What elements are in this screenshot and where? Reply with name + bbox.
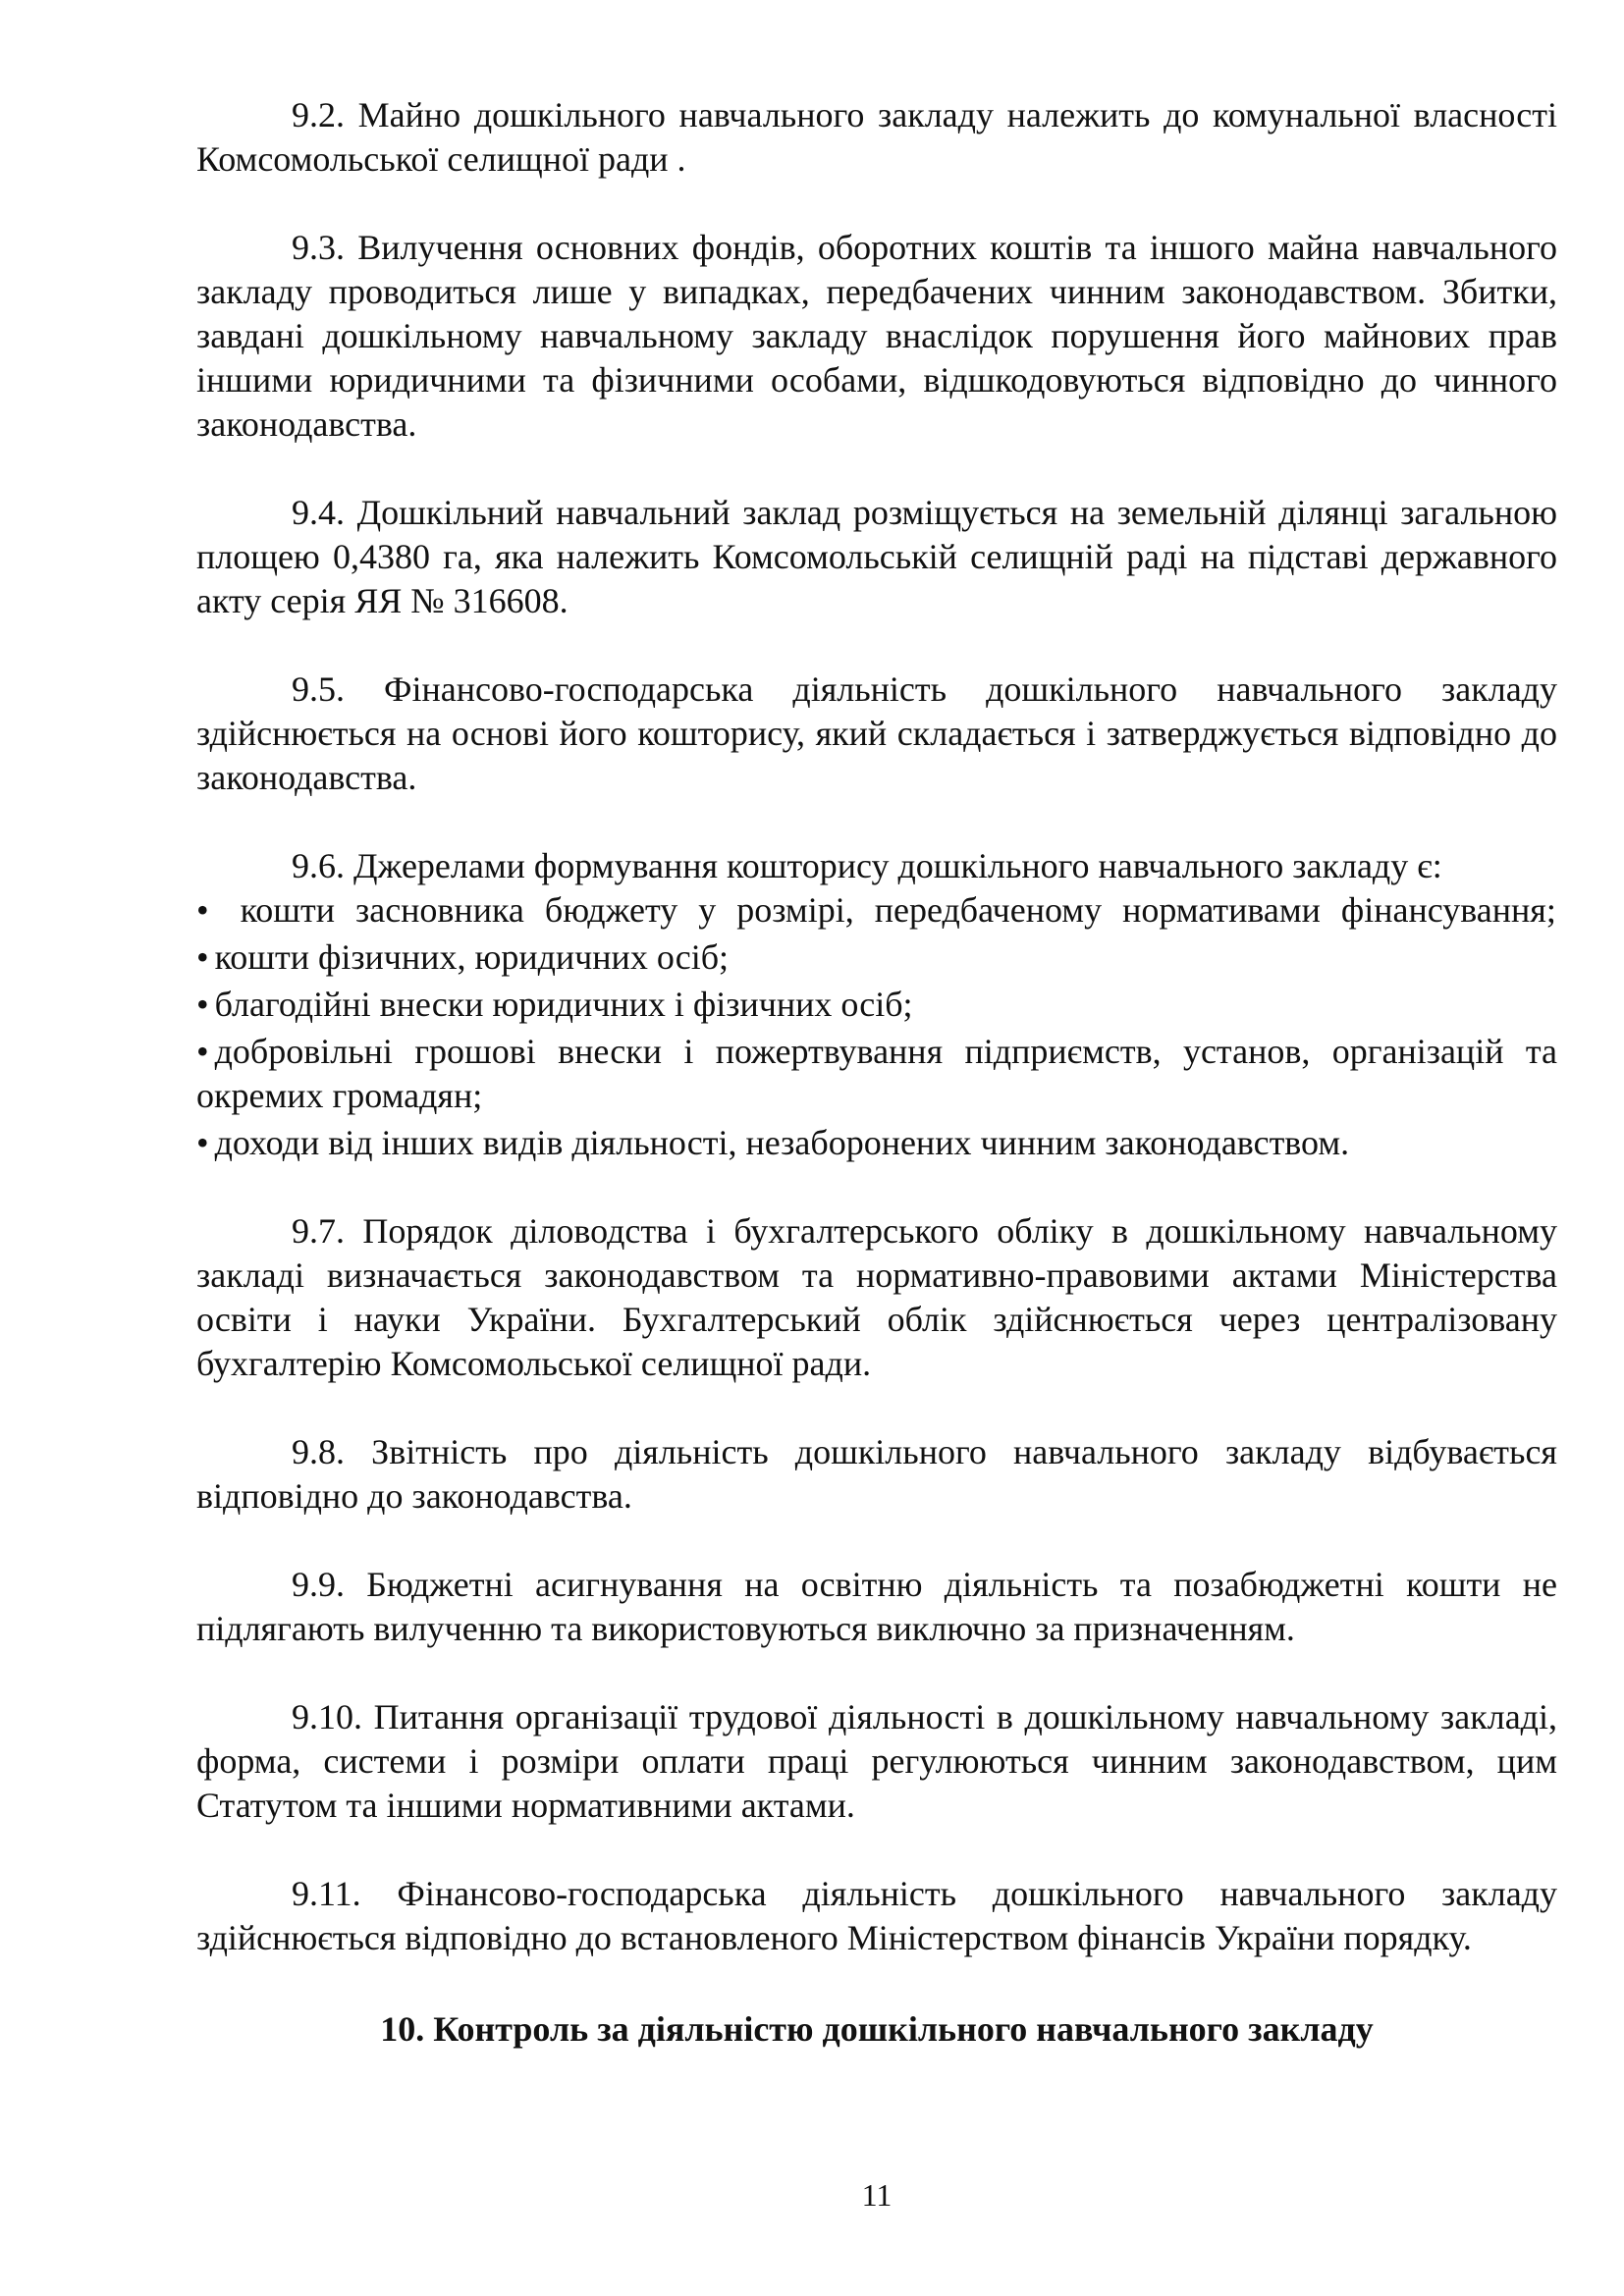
bullet-icon: • <box>196 937 209 977</box>
paragraph-9-5: 9.5. Фінансово-господарська діяльність дошкільного навчального закладу здійснюється на основі його кошторису, який складається і затверджується відповідно до законодавства. <box>196 669 1557 797</box>
list-item <box>196 1121 1557 1165</box>
list-item <box>196 1030 1557 1118</box>
list-item-text: доходи від інших видів діяльності, незаборонених чинним законодавством. <box>214 1123 1350 1162</box>
list-item-text: кошти засновника бюджету у розмірі, передбаченому нормативами фінансування; <box>240 890 1556 930</box>
bullet-icon: • <box>196 890 209 930</box>
bullet-icon: • <box>196 1123 209 1162</box>
paragraph-9-10: 9.10. Питання організації трудової діяльності в дошкільному навчальному закладі, форма, системи і розміри оплати праці регулюються чинним законодавством, цим Статутом та іншими нормативними актами. <box>196 1697 1557 1825</box>
list-item <box>196 935 1557 980</box>
paragraph-9-3: 9.3. Вилучення основних фондів, оборотних коштів та іншого майна навчального закладу проводиться лише у випадках, передбачених чинним законодавством. Збитки, завдані дошкільному навчальному закладу внаслідок порушення його майнових прав іншими юридичними та фізичними особами, відшкодовуються відповідно до чинного законодавства. <box>196 228 1557 444</box>
paragraph-9-8: 9.8. Звітність про діяльність дошкільного навчального закладу відбувається відповідно до законодавства. <box>196 1432 1557 1516</box>
list-item-text: добровільні грошові внески і пожертвування підприємств, установ, організацій та окремих громадян; <box>196 1032 1557 1115</box>
page-number: 11 <box>861 2177 893 2213</box>
paragraph-9-6-intro: 9.6. Джерелами формування кошторису дошкільного навчального закладу є: <box>292 846 1442 885</box>
paragraph-9-2: 9.2. Майно дошкільного навчального закладу належить до комунальної власності Комсомольської селищної ради . <box>196 95 1557 179</box>
paragraph-9-4: 9.4. Дошкільний навчальний заклад розміщується на земельній ділянці загальною площею 0,4380 га, яка належить Комсомольській селищній раді на підставі державного акту серія ЯЯ № 316608. <box>196 493 1557 620</box>
list-item-text: благодійні внески юридичних і фізичних осіб; <box>214 985 913 1024</box>
list-item-text: кошти фізичних, юридичних осіб; <box>214 937 730 977</box>
bullet-icon: • <box>196 985 209 1024</box>
paragraph-9-9: 9.9. Бюджетні асигнування на освітню діяльність та позабюджетні кошти не підлягають вилученню та використовуються виключно за призначенням. <box>196 1565 1557 1648</box>
paragraph-9-7: 9.7. Порядок діловодства і бухгалтерського обліку в дошкільному навчальному закладі визначається законодавством та нормативно-правовими актами Міністерства освіти і науки України. Бухгалтерський облік здійснюється через централізовану бухгалтерію Комсомольської селищної ради. <box>196 1211 1557 1383</box>
paragraph-9-11: 9.11. Фінансово-господарська діяльність дошкільного навчального закладу здійснюється відповідно до встановленого Міністерством фінансів України порядку. <box>196 1874 1557 1957</box>
bullet-icon: • <box>196 1032 209 1071</box>
document-page <box>196 93 1557 2052</box>
funding-sources-list <box>196 888 1557 1165</box>
list-item <box>196 983 1557 1027</box>
list-item <box>196 888 1557 933</box>
section-heading: 10. Контроль за діяльністю дошкільного навчального закладу <box>380 2009 1374 2049</box>
